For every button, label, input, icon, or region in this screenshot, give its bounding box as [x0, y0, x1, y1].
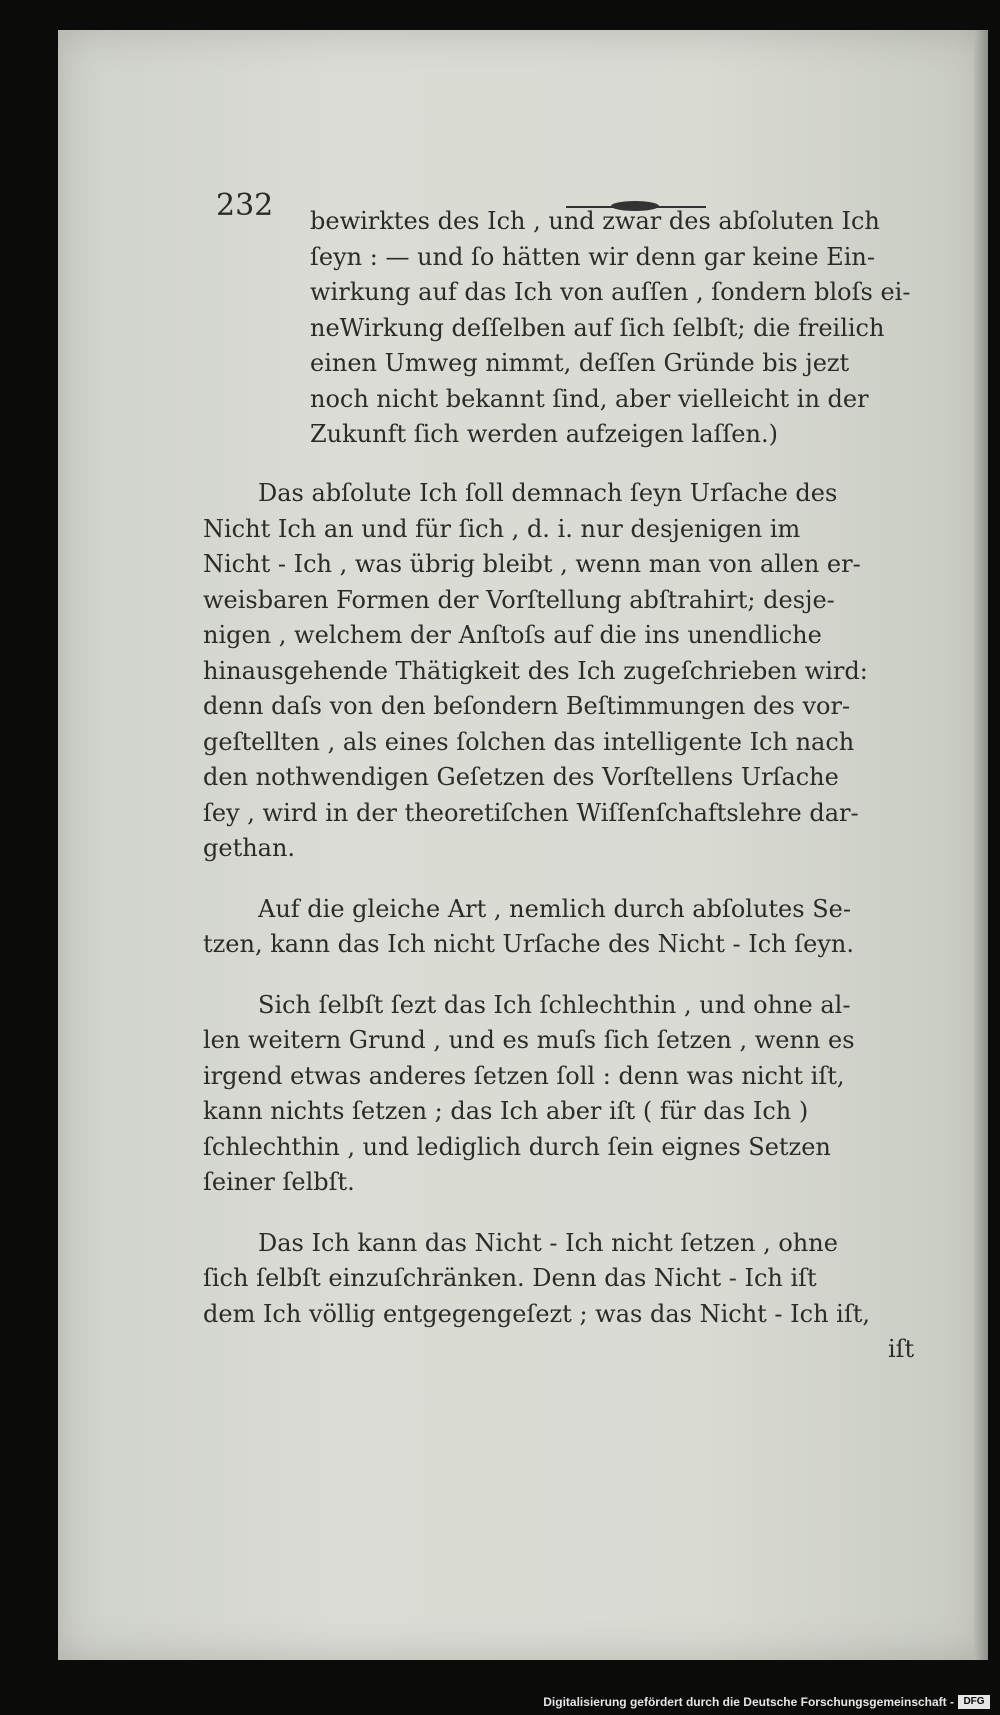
text-line: nigen , welchem der Anſtoſs auf die ins unendliche — [203, 621, 822, 649]
text-line: gethan. — [203, 834, 296, 862]
text-line: kann nichts ſetzen ; das Ich aber iſt ( für das Ich ) — [203, 1097, 809, 1125]
text-line: denn daſs von den beſondern Beſtimmungen des vor- — [203, 692, 851, 720]
text-line: Das Ich kann das Nicht - Ich nicht ſetzen , ohne — [258, 1229, 838, 1257]
text-line: hinausgehende Thätigkeit des Ich zugeſchrieben wird: — [203, 657, 868, 685]
text-line: ſeiner ſelbſt. — [203, 1168, 355, 1196]
text-line: dem Ich völlig entgegengeſezt ; was das Nicht - Ich iſt, — [203, 1300, 871, 1328]
text-line: ſich ſelbſt einzuſchränken. Denn das Nicht - Ich iſt — [203, 1264, 817, 1292]
text-line: Nicht - Ich , was übrig bleibt , wenn man von allen er- — [203, 550, 861, 578]
text-line: den nothwendigen Geſetzen des Vorſtellens Urſache — [203, 763, 839, 791]
text-line: weisbaren Formen der Vorſtellung abſtrahirt; desje- — [203, 586, 835, 614]
text-line: Auf die gleiche Art , nemlich durch abſolutes Se- — [258, 895, 851, 923]
text-line: len weitern Grund , und es muſs ſich ſetzen , wenn es — [203, 1026, 855, 1054]
text-line: einen Umweg nimmt, deſſen Gründe bis jezt — [310, 349, 850, 377]
text-line: ſchlechthin , und lediglich durch ſein eignes Setzen — [203, 1133, 831, 1161]
page-edge — [974, 30, 988, 1660]
text-line: neWirkung deſſelben auf ſich ſelbſt; die freilich — [310, 314, 885, 342]
footer-credit: Digitalisierung gefördert durch die Deutsche Forschungsgemeinschaft - — [543, 1695, 954, 1709]
text-line: irgend etwas anderes ſetzen ſoll : denn was nicht iſt, — [203, 1062, 845, 1090]
text-line: Sich ſelbſt ſezt das Ich ſchlechthin , und ohne al- — [258, 991, 851, 1019]
catchword: iſt — [888, 1335, 915, 1363]
text-line: Nicht Ich an und für ſich , d. i. nur desjenigen im — [203, 515, 801, 543]
text-line: Das abſolute Ich ſoll demnach ſeyn Urſache des — [258, 479, 838, 507]
page-number: 232 — [216, 188, 274, 223]
text-line: Zukunft ſich werden aufzeigen laſſen.) — [310, 420, 778, 448]
text-line: wirkung auf das Ich von auſſen , ſondern bloſs ei- — [310, 278, 911, 306]
text-line: ſey , wird in der theoretiſchen Wiſſenſchaftslehre dar- — [203, 799, 859, 827]
book-page — [58, 30, 988, 1660]
text-line: bewirktes des Ich , und zwar des abſoluten Ich — [310, 207, 880, 235]
footer-bar — [0, 1689, 1000, 1715]
text-line: geſtellten , als eines ſolchen das intelligente Ich nach — [203, 728, 855, 756]
dfg-logo: DFG — [958, 1695, 990, 1709]
text-line: ſeyn : — und ſo hätten wir denn gar keine Ein- — [310, 243, 875, 271]
text-line: noch nicht bekannt ſind, aber vielleicht in der — [310, 385, 869, 413]
text-line: tzen, kann das Ich nicht Urſache des Nicht - Ich ſeyn. — [203, 930, 854, 958]
